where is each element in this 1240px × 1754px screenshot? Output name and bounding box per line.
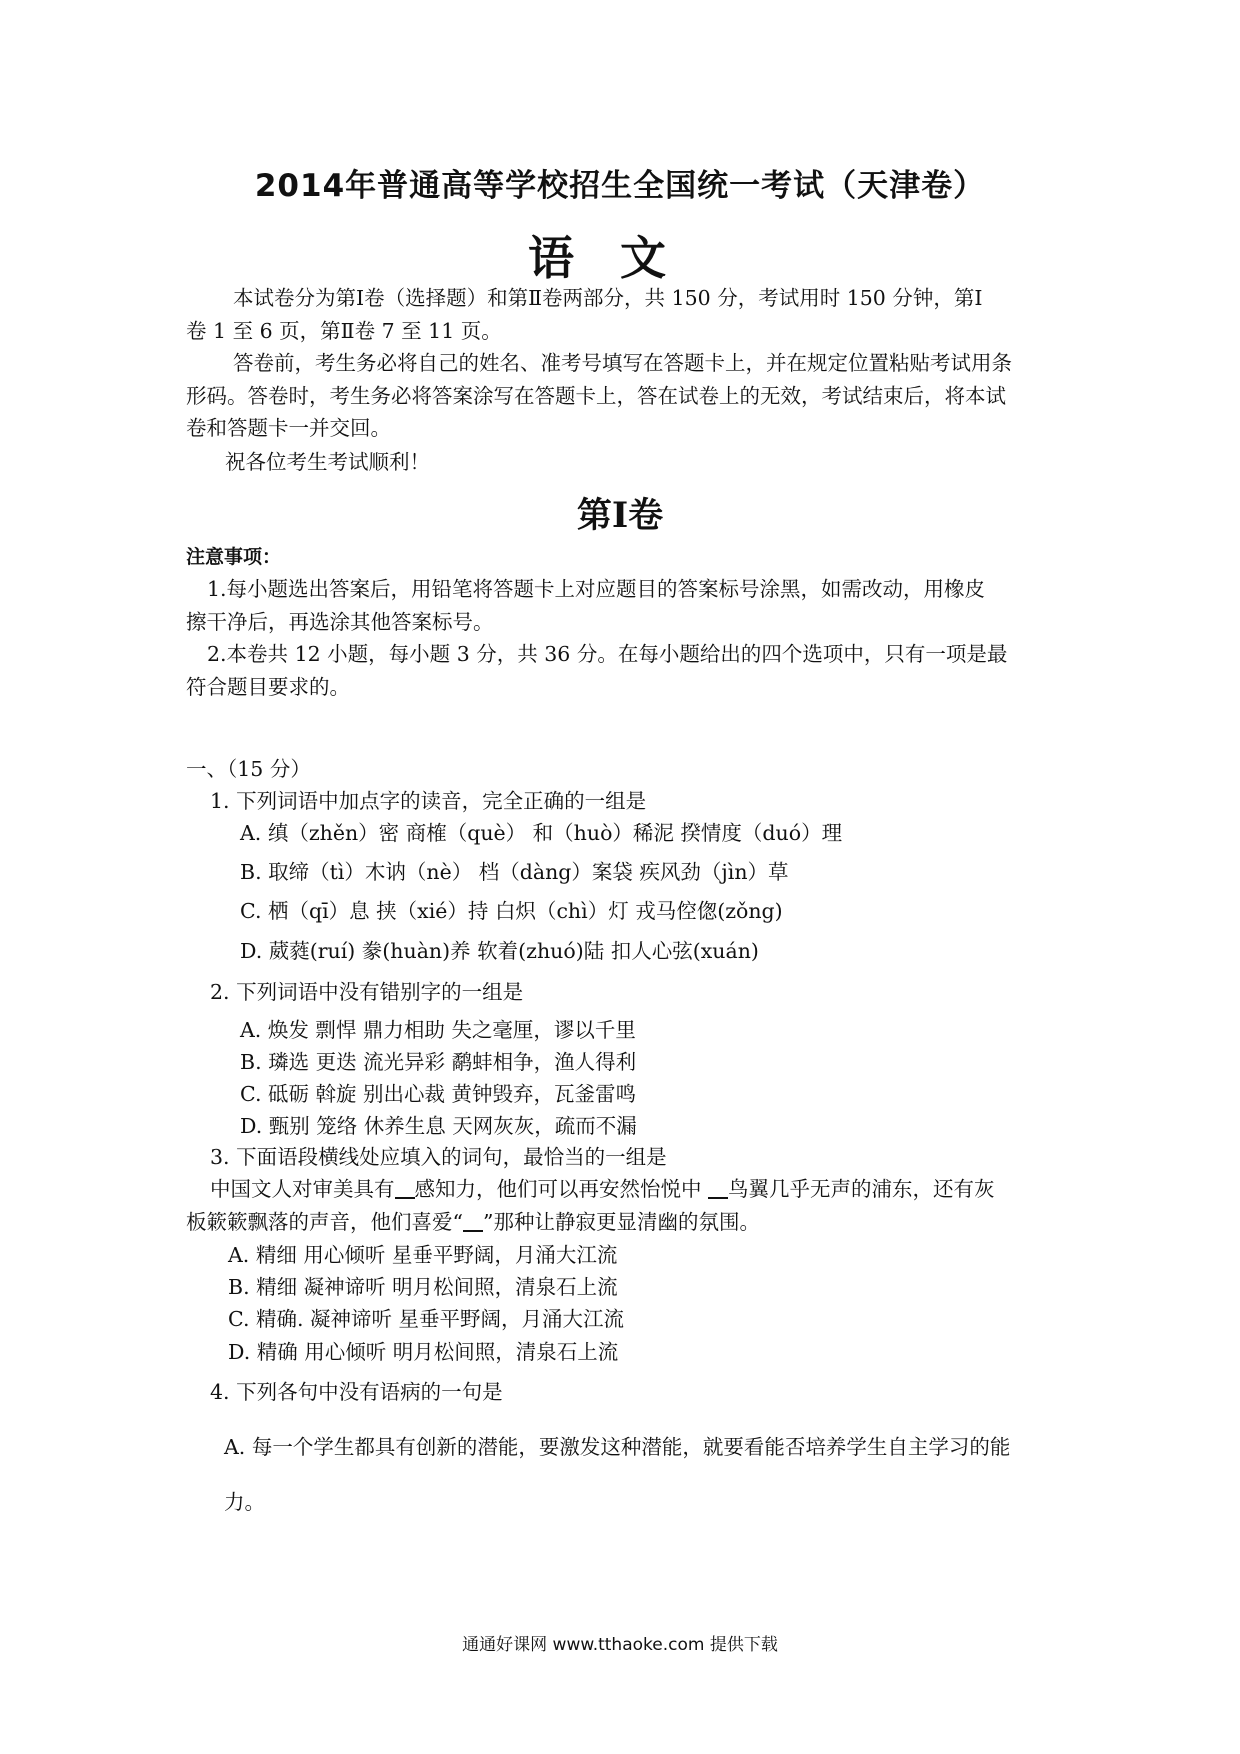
- notice-1-line2: 擦干净后，再选涂其他答案标号。: [186, 610, 494, 634]
- footer-source: 通通好课网 www.tthaoke.com 提供下载: [462, 1635, 778, 1655]
- q1-option-c: C. 栖（qī）息 挟（xié）持 白炽（chì）灯 戎马倥偬(zǒng): [240, 899, 783, 923]
- q3-passage-part-d: 板簌簌飘落的声音，他们喜爱“: [186, 1210, 463, 1234]
- intro-p1-line2: 卷 1 至 6 页，第Ⅱ卷 7 至 11 页。: [186, 319, 502, 343]
- notice-2-line1: 2.本卷共 12 小题，每小题 3 分，共 36 分。在每小题给出的四个选项中，只有一项是最: [207, 642, 1008, 666]
- intro-p2-line2: 形码。答卷时，考生务必将答案涂写在答题卡上，答在试卷上的无效，考试结束后，将本试: [186, 384, 1006, 408]
- answer-blank: [395, 1177, 415, 1200]
- part-one-heading: 一、（15 分）: [186, 757, 311, 781]
- notice-2-line2: 符合题目要求的。: [186, 675, 350, 699]
- q1-option-d: D. 葳蕤(ruí) 豢(huàn)养 软着(zhuó)陆 扣人心弦(xuán): [240, 939, 759, 963]
- q4-option-a-line1: A. 每一个学生都具有创新的潜能，要激发这种潜能，就要看能否培养学生自主学习的能: [224, 1435, 1011, 1459]
- q3-stem: 3. 下面语段横线处应填入的词句，最恰当的一组是: [210, 1145, 667, 1169]
- notice-1-line1: 1.每小题选出答案后，用铅笔将答题卡上对应题目的答案标号涂黑，如需改动，用橡皮: [207, 577, 986, 601]
- answer-blank: [708, 1177, 728, 1200]
- q3-option-d: D. 精确 用心倾听 明月松间照，清泉石上流: [228, 1340, 619, 1364]
- q1-option-b: B. 取缔（tì）木讷（nè） 档（dàng）案袋 疾风劲（jìn）草: [240, 860, 789, 884]
- q4-stem: 4. 下列各句中没有语病的一句是: [210, 1380, 503, 1404]
- q2-option-d: D. 甄别 笼络 休养生息 天网灰灰，疏而不漏: [240, 1114, 637, 1138]
- q3-option-b: B. 精细 凝神谛听 明月松间照，清泉石上流: [228, 1275, 618, 1299]
- q3-passage-line1: [210, 1172, 995, 1202]
- q2-option-c: C. 砥砺 斡旋 别出心裁 黄钟毁弃，瓦釜雷鸣: [240, 1082, 637, 1106]
- notice-heading: 注意事项：: [186, 546, 282, 568]
- q3-passage-line2: [186, 1205, 760, 1235]
- q3-passage-part-c: 鸟翼几乎无声的浦东，还有灰: [728, 1177, 995, 1201]
- q4-option-a-line2: 力。: [224, 1490, 265, 1514]
- q3-option-a: A. 精细 用心倾听 星垂平野阔，月涌大江流: [228, 1243, 618, 1267]
- subject-title: 语文: [528, 231, 712, 285]
- intro-p2-line1: 答卷前，考生务必将自己的姓名、准考号填写在答题卡上，并在规定位置粘贴考试用条: [233, 351, 1012, 375]
- intro-p1-line1: 本试卷分为第Ⅰ卷（选择题）和第Ⅱ卷两部分，共 150 分，考试用时 150 分钟，第Ⅰ: [233, 286, 983, 310]
- q2-option-b: B. 璘选 更迭 流光异彩 鹬蚌相争，渔人得利: [240, 1050, 637, 1074]
- q1-option-a: A. 缜（zhěn）密 商榷（què） 和（huò）稀泥 揆情度（duó）理: [240, 821, 843, 845]
- q1-stem: 1. 下列词语中加点字的读音，完全正确的一组是: [210, 789, 647, 813]
- q2-option-a: A. 焕发 剽悍 鼎力相助 失之毫厘，谬以千里: [240, 1018, 636, 1042]
- exam-title: 2014年普通高等学校招生全国统一考试（天津卷）: [254, 168, 986, 204]
- q3-option-c: C. 精确. 凝神谛听 星垂平野阔，月涌大江流: [228, 1307, 625, 1331]
- answer-blank: [463, 1210, 483, 1233]
- q3-passage-part-a: 中国文人对审美具有: [210, 1177, 395, 1201]
- intro-p3: 祝各位考生考试顺利！: [225, 450, 430, 474]
- section-title: 第Ⅰ卷: [576, 495, 664, 536]
- q2-stem: 2. 下列词语中没有错别字的一组是: [210, 980, 524, 1004]
- intro-p2-line3: 卷和答题卡一并交回。: [186, 416, 391, 440]
- q3-passage-part-b: 感知力，他们可以再安然怡悦中: [414, 1177, 709, 1201]
- q3-passage-part-e: ”那种让静寂更显清幽的氛围。: [482, 1210, 760, 1234]
